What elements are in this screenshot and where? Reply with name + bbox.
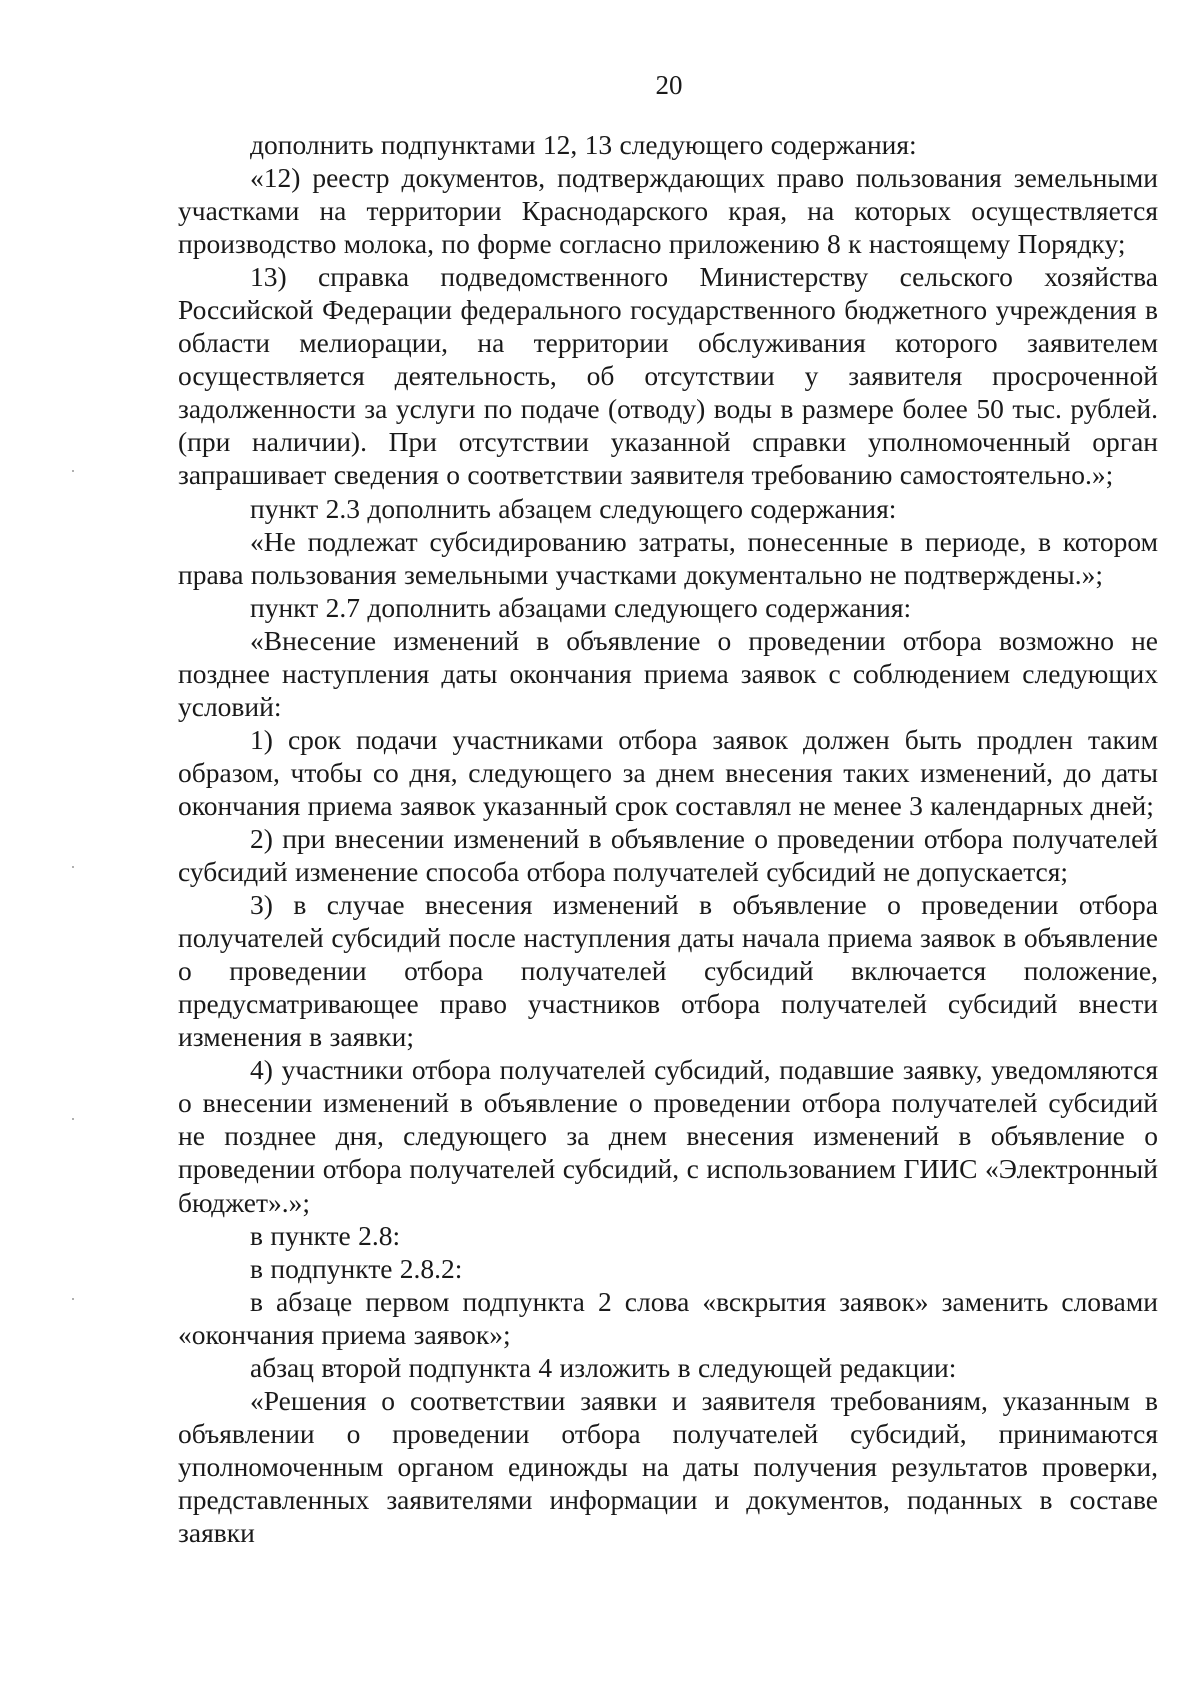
paragraph: 2) при внесении изменений в объявление о проведении отбора получателей субсидий изменение способа отбора получателей субсидий не допускается; <box>178 822 1158 888</box>
paragraph: в пункте 2.8: <box>250 1219 401 1251</box>
paragraph: «12) реестр документов, подтверждающих право пользования земельными участками на территории Краснодарского края, на которых осуществляется производство молока, по форме согласно приложению 8 к настоящему Порядку; <box>178 162 1158 260</box>
paragraph: абзац второй подпункта 4 изложить в следующей редакции: <box>250 1351 957 1383</box>
scan-margin-mark <box>72 866 74 868</box>
paragraph: дополнить подпунктами 12, 13 следующего содержания: <box>250 129 917 160</box>
scan-margin-mark <box>72 470 74 472</box>
paragraph: 4) участники отбора получателей субсидий, подавшие заявку, уведомляются о внесении изменений в объявление о проведении отбора получателей субсидий не позднее дня, следующего за днем внесения изменений в объявление о проведении отбора получателей субсидий, с использованием ГИИС «Электронный бюджет».»; <box>178 1054 1158 1218</box>
document-body <box>178 128 1158 1549</box>
paragraph: пункт 2.7 дополнить абзацами следующего содержания: <box>250 591 912 623</box>
page-number: 20 <box>655 70 683 100</box>
paragraph: 1) срок подачи участниками отбора заявок должен быть продлен таким образом, чтобы со дня, следующего за днем внесения таких изменений, до даты окончания приема заявок указанный срок составлял не менее 3 календарных дней; <box>178 723 1158 821</box>
paragraph: «Решения о соответствии заявки и заявителя требованиям, указанным в объявлении о проведении отбора получателей субсидий, принимаются уполномоченным органом единожды на даты получения результатов проверки, представленных заявителями информации и документов, поданных в составе заявки <box>178 1384 1158 1548</box>
paragraph: 13) справка подведомственного Министерству сельского хозяйства Российской Федерации федерального государственного бюджетного учреждения в области мелиорации, на территории обслуживания которого заявителем осуществляется деятельность, об отсутствии у заявителя просроченной задолженности за услуги по подаче (отводу) воды в размере более 50 тыс. рублей. (при наличии). При отсутствии указанной справки уполномоченный орган запрашивает сведения о соответствии заявителя требованию самостоятельно.»; <box>178 261 1158 491</box>
scan-margin-mark <box>72 1118 74 1120</box>
paragraph: «Не подлежат субсидированию затраты, понесенные в периоде, в котором права пользования земельными участками документально не подтверждены.»; <box>178 525 1158 590</box>
paragraph: 3) в случае внесения изменений в объявление о проведении отбора получателей субсидий после наступления даты начала приема заявок в объявление о проведении отбора получателей субсидий включается положение, предусматривающее право участников отбора получателей субсидий внести изменения в заявки; <box>178 889 1158 1053</box>
paragraph: в подпункте 2.8.2: <box>250 1252 463 1284</box>
paragraph: в абзаце первом подпункта 2 слова «вскрытия заявок» заменить словами «окончания приема заявок»; <box>178 1285 1158 1350</box>
paragraph: «Внесение изменений в объявление о проведении отбора возможно не позднее наступления даты окончания приема заявок с соблюдением следующих условий: <box>178 624 1158 722</box>
paragraph: пункт 2.3 дополнить абзацем следующего содержания: <box>250 492 897 524</box>
scan-margin-mark <box>72 1298 74 1300</box>
